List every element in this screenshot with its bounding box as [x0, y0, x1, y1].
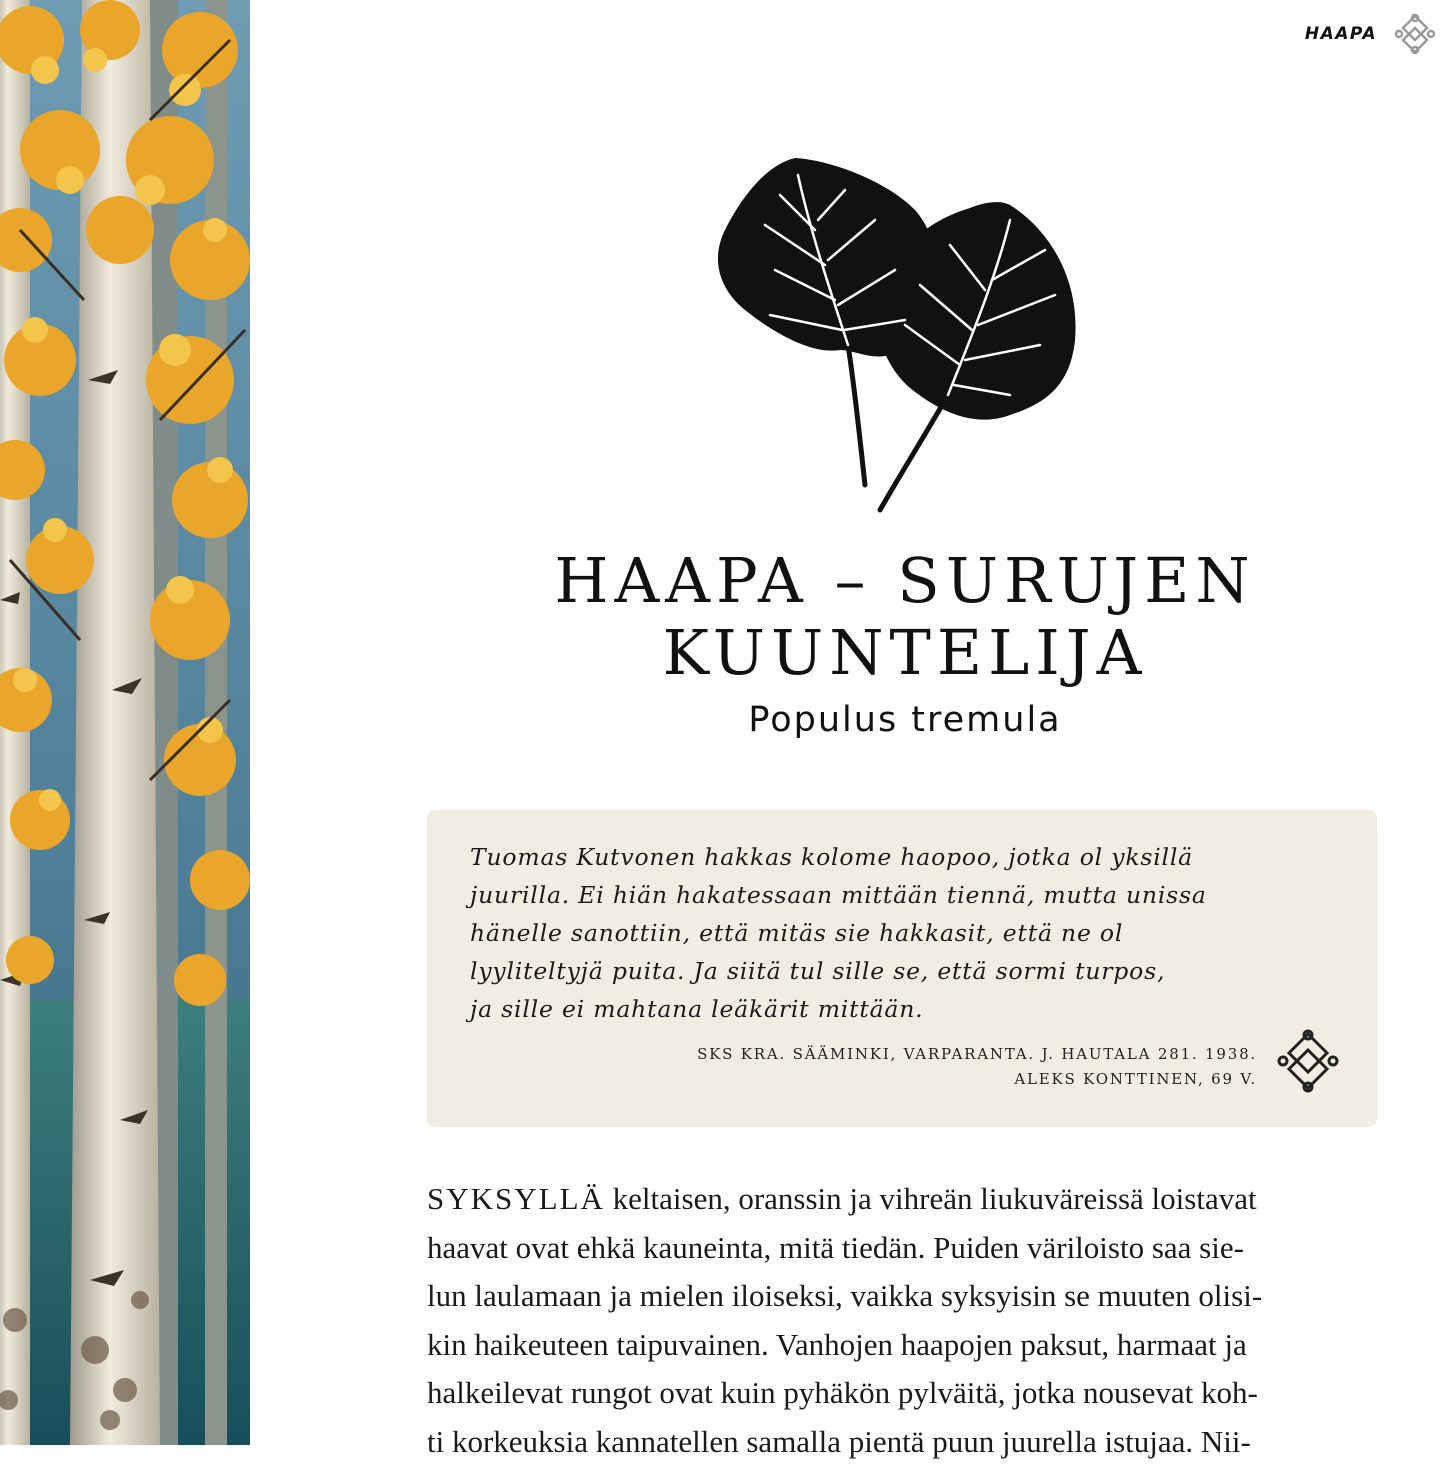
knot-ornament-icon	[1275, 1028, 1341, 1094]
title-line: HAAPA – SURUJEN	[554, 544, 1255, 617]
body-line: ti korkeuksia kannatellen samalla pientä puun juurella istujaa. Nii-	[427, 1418, 1377, 1466]
body-line: lun laulamaan ja mielen iloiseksi, vaikka syksyisin se muuten olisi-	[427, 1272, 1377, 1321]
quote-source	[697, 1042, 1257, 1092]
folklore-quote-box	[427, 810, 1377, 1127]
body-text	[427, 1175, 1377, 1466]
quote-line: ja sille ei mahtana leäkärit mittään.	[470, 995, 923, 1023]
scientific-name: Populus tremula	[430, 700, 1380, 740]
aspen-leaves-icon	[710, 150, 1090, 520]
body-line: haavat ovat ehkä kauneinta, mitä tiedän. Puiden väriloisto saa sie-	[427, 1224, 1377, 1273]
title-line: KUUNTELIJA	[663, 616, 1148, 689]
body-line-text: keltaisen, oranssin ja vihreän liukuväreissä loistavat	[605, 1181, 1257, 1216]
knot-ornament-icon	[1393, 12, 1437, 56]
lead-word: SYKSYLLÄ	[427, 1181, 605, 1216]
autumn-aspen-illustration	[0, 0, 250, 1445]
quote-text	[470, 838, 1330, 1028]
body-line	[427, 1175, 1377, 1224]
quote-line: hänelle sanottiin, että mitäs sie hakkasit, että ne ol	[470, 919, 1123, 947]
source-line: ALEKS KONTTINEN, 69 V.	[1014, 1070, 1257, 1088]
body-line: kin haikeuteen taipuvainen. Vanhojen haapojen paksut, harmaat ja	[427, 1321, 1377, 1370]
quote-line: juurilla. Ei hiän hakatessaan mittään tiennä, mutta unissa	[470, 881, 1207, 909]
source-line: SKS KRA. SÄÄMINKI, VARPARANTA. J. HAUTALA 281. 1938.	[697, 1045, 1257, 1063]
quote-line: lyyliteltyjä puita. Ja siitä tul sille se, että sormi turpos,	[470, 957, 1165, 985]
quote-line: Tuomas Kutvonen hakkas kolome haopoo, jotka ol yksillä	[470, 843, 1193, 871]
running-head: HAAPA	[1305, 24, 1377, 44]
page-title	[430, 545, 1380, 689]
body-line: halkeilevat rungot ovat kuin pyhäkön pylväitä, jotka nousevat koh-	[427, 1369, 1377, 1418]
